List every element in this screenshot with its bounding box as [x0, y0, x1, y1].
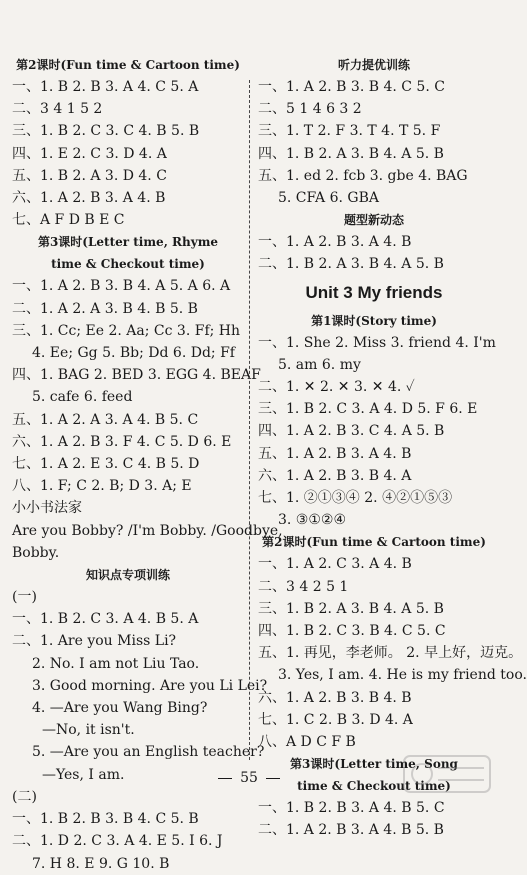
- answer-line: 四、1. B 2. C 3. B 4. C 5. C: [258, 623, 446, 640]
- answer-line: 八、A D C F B: [258, 734, 356, 751]
- answer-line: 小小书法家: [12, 500, 82, 517]
- answer-line: Are you Bobby? /I'm Bobby. /Goodbye,: [12, 522, 283, 539]
- answer-line: 四、1. B 2. A 3. B 4. A 5. B: [258, 145, 444, 162]
- answer-line: 二、1. D 2. C 3. A 4. E 5. I 6. J: [12, 833, 223, 850]
- answer-line: 五、1. A 2. B 3. A 4. B: [258, 445, 412, 462]
- column-divider: [249, 80, 250, 760]
- answer-line: 二、3 4 2 5 1: [258, 578, 349, 595]
- answer-line: 五、1. A 2. A 3. A 4. B 5. C: [12, 411, 199, 428]
- answer-line: 一、1. A 2. B 3. B 4. C 5. C: [258, 79, 445, 95]
- footer-dash-left: [218, 778, 232, 779]
- answer-line: 一、1. A 2. B 3. A 4. B: [258, 234, 412, 251]
- section-heading: 第3课时(Letter time, Rhyme: [37, 235, 219, 250]
- answer-line: 六、1. A 2. B 3. B 4. A: [258, 467, 412, 484]
- answer-line: —Yes, I am.: [42, 766, 125, 783]
- answer-line: 七、1. ②①③④ 2. ④②①⑤③: [258, 490, 453, 507]
- answer-line: 2. No. I am not Liu Tao.: [32, 655, 200, 672]
- watermark-stamp: [402, 754, 492, 794]
- answer-line: 5. cafe 6. feed: [32, 389, 133, 406]
- answer-line: 一、1. She 2. Miss 3. friend 4. I'm: [258, 334, 496, 351]
- section-heading: time & Checkout time): [51, 257, 205, 272]
- answer-line: 3. Good morning. Are you Li Lei?: [32, 677, 268, 694]
- answer-line: —No, it isn't.: [42, 722, 135, 739]
- answer-line: 二、5 1 4 6 3 2: [258, 101, 362, 118]
- answer-line: (二): [12, 788, 37, 805]
- page-number: 55: [240, 770, 258, 786]
- answer-line: 二、1. Are you Miss Li?: [12, 633, 177, 650]
- answer-line: 3. ③①②④: [278, 512, 347, 529]
- section-heading: 知识点专项训练: [85, 568, 170, 583]
- answer-line: 一、1. B 2. B 3. A 4. B 5. C: [258, 800, 445, 817]
- right-column: [258, 54, 527, 842]
- answer-line: 二、3 4 1 5 2: [12, 101, 103, 118]
- answer-line: 七、1. C 2. B 3. D 4. A: [258, 711, 413, 728]
- answer-line: 4. —Are you Wang Bing?: [32, 700, 208, 717]
- answer-line: 七、1. A 2. E 3. C 4. B 5. D: [12, 456, 200, 473]
- answer-line: 二、1. A 2. B 3. A 4. B 5. B: [258, 822, 444, 839]
- answer-line: 一、1. A 2. B 3. B 4. A 5. A 6. A: [12, 278, 231, 295]
- unit-title: Unit 3 My friends: [305, 282, 443, 302]
- answer-line: 四、1. A 2. B 3. C 4. A 5. B: [258, 423, 445, 440]
- answer-line: 二、1. A 2. A 3. B 4. B 5. B: [12, 300, 198, 317]
- answer-line: 三、1. T 2. F 3. T 4. T 5. F: [258, 123, 441, 140]
- answer-line: 5. am 6. my: [278, 356, 361, 373]
- answer-line: 八、1. F; C 2. B; D 3. A; E: [12, 478, 192, 495]
- answer-line: 三、1. B 2. C 3. A 4. D 5. F 6. E: [258, 401, 478, 418]
- answer-line: 二、1. ✕ 2. ✕ 3. ✕ 4. ✓: [258, 379, 415, 396]
- section-heading: 第3课时(Letter time, Song: [290, 757, 458, 772]
- section-heading: time & Checkout time): [297, 779, 451, 794]
- answer-line: 四、1. BAG 2. BED 3. EGG 4. BEAF: [12, 367, 261, 384]
- answer-line: 5. CFA 6. GBA: [278, 190, 379, 207]
- answer-line: 五、1. 再见，李老师。 2. 早上好，迈克。: [258, 645, 523, 662]
- answer-line: 4. Ee; Gg 5. Bb; Dd 6. Dd; Ff: [32, 345, 235, 362]
- answer-line: 七、A F D B E C: [12, 212, 125, 229]
- answer-line: (一): [12, 589, 37, 606]
- answer-line: 一、1. A 2. C 3. A 4. B: [258, 556, 412, 573]
- answer-line: 四、1. E 2. C 3. D 4. A: [12, 145, 167, 162]
- answer-line: 二、1. B 2. A 3. B 4. A 5. B: [258, 256, 444, 273]
- answer-line: 六、1. A 2. B 3. B 4. B: [258, 689, 412, 706]
- section-heading: 题型新动态: [343, 213, 404, 228]
- answer-line: 三、1. B 2. C 3. C 4. B 5. B: [12, 123, 200, 140]
- answer-line: 六、1. A 2. B 3. A 4. B: [12, 190, 166, 207]
- answer-line: 7. H 8. E 9. G 10. B: [32, 855, 170, 872]
- answer-line: 一、1. B 2. C 3. A 4. B 5. A: [12, 611, 199, 628]
- footer-dash-right: [266, 778, 280, 779]
- section-heading: 第1课时(Story time): [311, 313, 437, 328]
- section-heading: 第2课时(Fun time & Cartoon time): [262, 535, 486, 550]
- answer-line: 五、1. ed 2. fcb 3. gbe 4. BAG: [258, 167, 468, 184]
- answer-line: 5. —Are you an English teacher?: [32, 744, 265, 761]
- section-heading: 第2课时(Fun time & Cartoon time): [16, 58, 240, 72]
- answer-line: 一、1. B 2. B 3. A 4. C 5. A: [12, 79, 199, 95]
- section-heading: 听力提优训练: [337, 58, 410, 72]
- answer-line: 三、1. Cc; Ee 2. Aa; Cc 3. Ff; Hh: [12, 322, 241, 339]
- answer-line: 三、1. B 2. A 3. B 4. A 5. B: [258, 600, 444, 617]
- answer-line: 一、1. B 2. B 3. B 4. C 5. B: [12, 811, 199, 828]
- answer-line: 3. Yes, I am. 4. He is my friend too.: [278, 667, 527, 684]
- answer-line: Bobby.: [12, 544, 60, 561]
- answer-line: 五、1. B 2. A 3. D 4. C: [12, 167, 167, 184]
- answer-line: 六、1. A 2. B 3. F 4. C 5. D 6. E: [12, 433, 232, 450]
